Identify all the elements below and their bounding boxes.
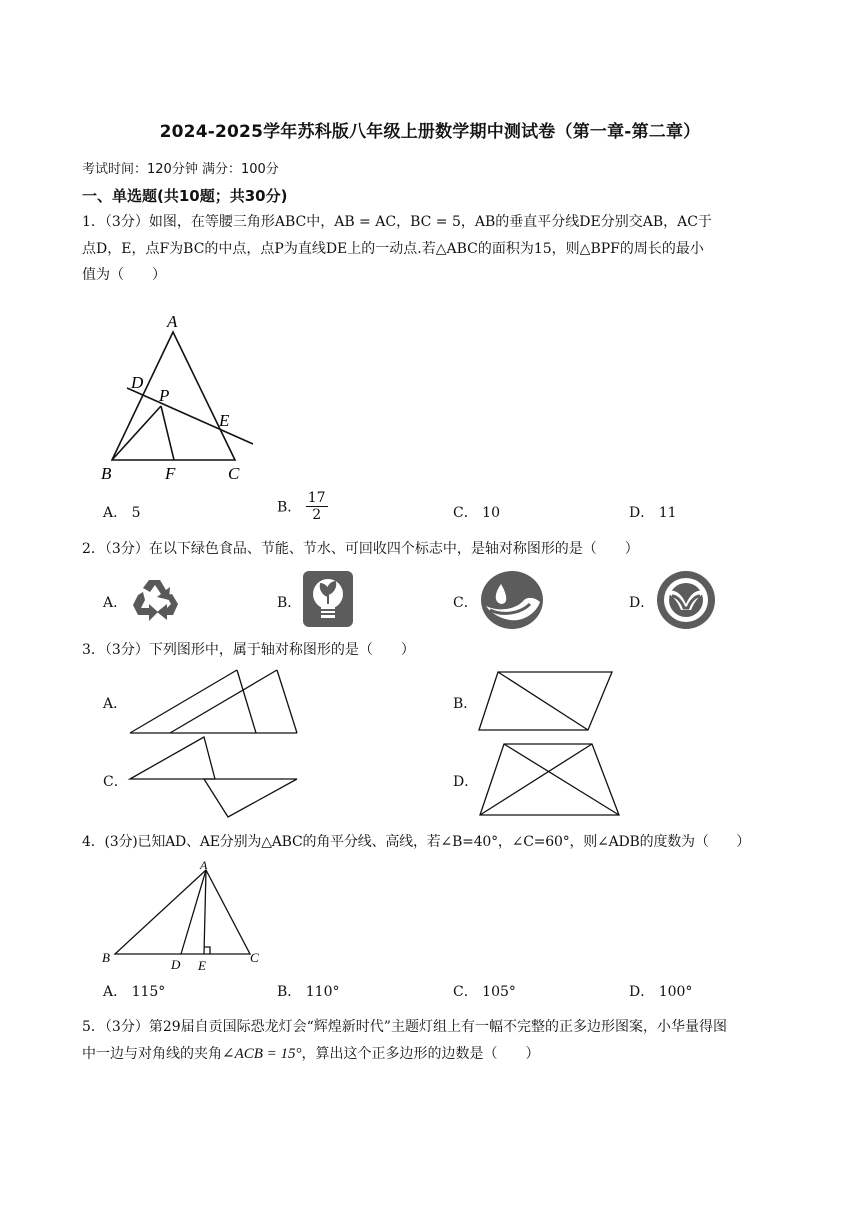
q3-figure-b — [476, 668, 618, 734]
q4-option-b[interactable]: B． 110° — [277, 984, 340, 1000]
label-B: B — [102, 950, 110, 965]
exam-meta: 考试时间：120分钟 满分：100分 — [82, 162, 279, 177]
q3-option-c[interactable]: C． — [103, 774, 128, 790]
q2-option-a[interactable]: A． — [103, 595, 128, 611]
question-5-text — [82, 1014, 812, 1067]
q3-option-d[interactable]: D． — [453, 774, 479, 790]
label-D: D — [171, 957, 181, 972]
question-1-text — [82, 209, 812, 289]
recycle-icon — [126, 577, 188, 625]
q1-option-d[interactable]: D． 11 — [629, 505, 677, 521]
question-1-line-1: 1．（3分）如图，在等腰三角形ABC中，AB = AC，BC = 5，AB的垂直平分线DE分别交AB，AC于 — [82, 214, 712, 230]
q4-option-d[interactable]: D． 100° — [629, 984, 693, 1000]
q1-option-a[interactable]: A． 5 — [103, 505, 141, 521]
label-C: C — [250, 950, 259, 965]
q4-option-c[interactable]: C． 105° — [453, 984, 516, 1000]
question-5-line-2: 中一边与对角线的夹角∠ACB = 15°，算出这个正多边形的边数是（ ） — [82, 1045, 540, 1062]
section-heading: 一、单选题(共10题；共30分) — [82, 187, 288, 205]
q3-figure-d — [476, 740, 624, 820]
question-1-line-2: 点D，E，点F为BC的中点，点P为直线DE上的一动点.若△ABC的面积为15，则△BPF的周长的最小 — [82, 240, 704, 257]
q3-figure-a — [125, 664, 303, 738]
q2-option-c[interactable]: C． — [453, 595, 478, 611]
q4-option-a[interactable]: A． 115° — [103, 984, 166, 1000]
label-E: E — [198, 958, 206, 973]
q3-figure-c — [125, 734, 303, 822]
question-1-figure — [95, 308, 265, 488]
q1-option-b[interactable]: B． $\frac{17}{2}$ — [277, 490, 326, 523]
question-5-line-1: 5．（3分）第29届自贡国际恐龙灯会“辉煌新时代”主题灯组上有一幅不完整的正多边形图案，小华量得图 — [82, 1019, 727, 1035]
question-1-line-3: 值为（ ） — [82, 267, 166, 283]
label-C: C — [228, 464, 240, 483]
green-food-icon — [655, 570, 717, 630]
q3-option-a[interactable]: A． — [103, 696, 128, 712]
q2-option-b[interactable]: B． — [277, 595, 302, 611]
energy-bulb-icon — [302, 570, 354, 628]
q3-option-b[interactable]: B． — [453, 696, 478, 712]
label-E: E — [219, 411, 230, 430]
q2-option-d[interactable]: D． — [629, 595, 655, 611]
label-D: D — [131, 373, 144, 392]
label-P: P — [159, 386, 170, 405]
water-drop-icon — [480, 570, 544, 630]
page-title: 2024-2025学年苏科版八年级上册数学期中测试卷（第一章-第二章） — [159, 122, 701, 142]
label-B: B — [101, 464, 112, 483]
question-4-text: 4．(3分)已知AD、AE分别为△ABC的角平分线、高线，若∠B=40°，∠C=60°，则∠ADB的度数为（ ） — [82, 834, 751, 850]
question-2-text: 2．（3分）在以下绿色食品、节能、节水、可回收四个标志中，是轴对称图形的是（ ） — [82, 541, 639, 557]
q1-option-c[interactable]: C． 10 — [453, 505, 500, 521]
label-A: A — [167, 312, 178, 331]
label-A: A — [200, 858, 208, 872]
question-4-figure — [96, 858, 268, 976]
label-F: F — [165, 464, 176, 483]
question-3-text: 3．（3分）下列图形中，属于轴对称图形的是（ ） — [82, 642, 415, 658]
